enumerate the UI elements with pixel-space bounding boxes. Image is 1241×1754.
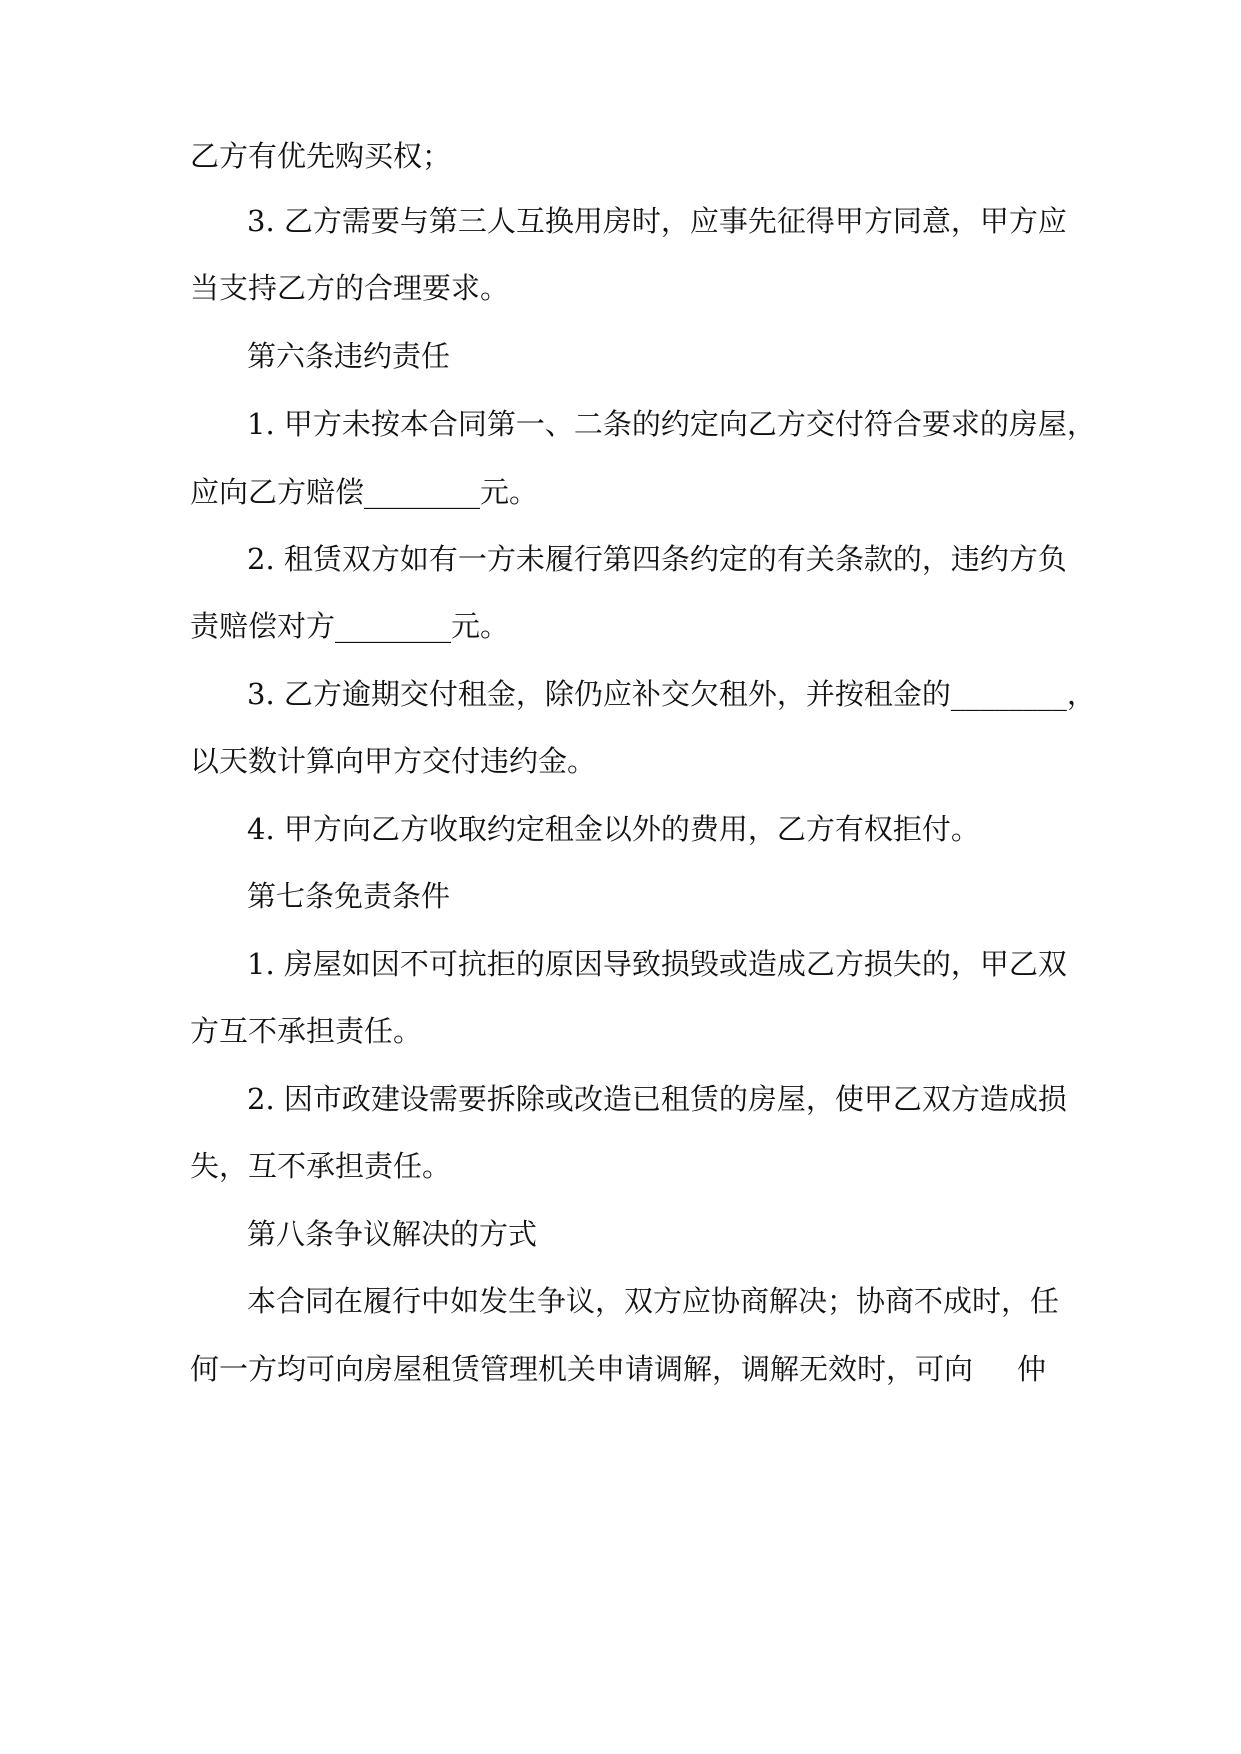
text-line-6: 应向乙方赔偿________元。 [190,475,539,509]
text-line-15: 2. 因市政建设需要拆除或改造已租赁的房屋，使甲乙双方造成损 [247,1082,1067,1116]
text-line-1: 乙方有优先购买权； [190,139,452,173]
text-line-8: 责赔偿对方________元。 [190,609,510,643]
text-line-14: 方互不承担责任。 [190,1014,423,1048]
section-heading-6: 第六条违约责任 [247,339,451,373]
text-line-11: 4. 甲方向乙方收取约定租金以外的费用，乙方有权拒付。 [247,812,980,846]
text-line-7: 2. 租赁双方如有一方未履行第四条约定的有关条款的，违约方负 [247,542,1067,576]
text-line-13: 1. 房屋如因不可抗拒的原因导致损毁或造成乙方损失的，甲乙双 [247,947,1067,981]
text-line-5: 1. 甲方未按本合同第一、二条的约定向乙方交付符合要求的房屋， [247,407,1096,441]
text-line-9: 3. 乙方逾期交付租金，除仍应补交欠租外，并按租金的________， [247,677,1096,711]
text-line-18: 本合同在履行中如发生争议，双方应协商解决；协商不成时，任 [247,1284,1060,1318]
section-heading-7: 第七条免责条件 [247,879,451,913]
text-line-19: 何一方均可向房屋租赁管理机关申请调解，调解无效时，可向 [190,1352,974,1386]
text-line-2: 3. 乙方需要与第三人互换用房时，应事先征得甲方同意，甲方应 [247,204,1067,238]
text-line-3: 当支持乙方的合理要求。 [190,271,510,305]
text-line-10: 以天数计算向甲方交付违约金。 [190,744,597,778]
text-line-20: 仲 [1017,1352,1047,1386]
section-heading-8: 第八条争议解决的方式 [247,1217,538,1251]
text-line-16: 失，互不承担责任。 [190,1149,452,1183]
